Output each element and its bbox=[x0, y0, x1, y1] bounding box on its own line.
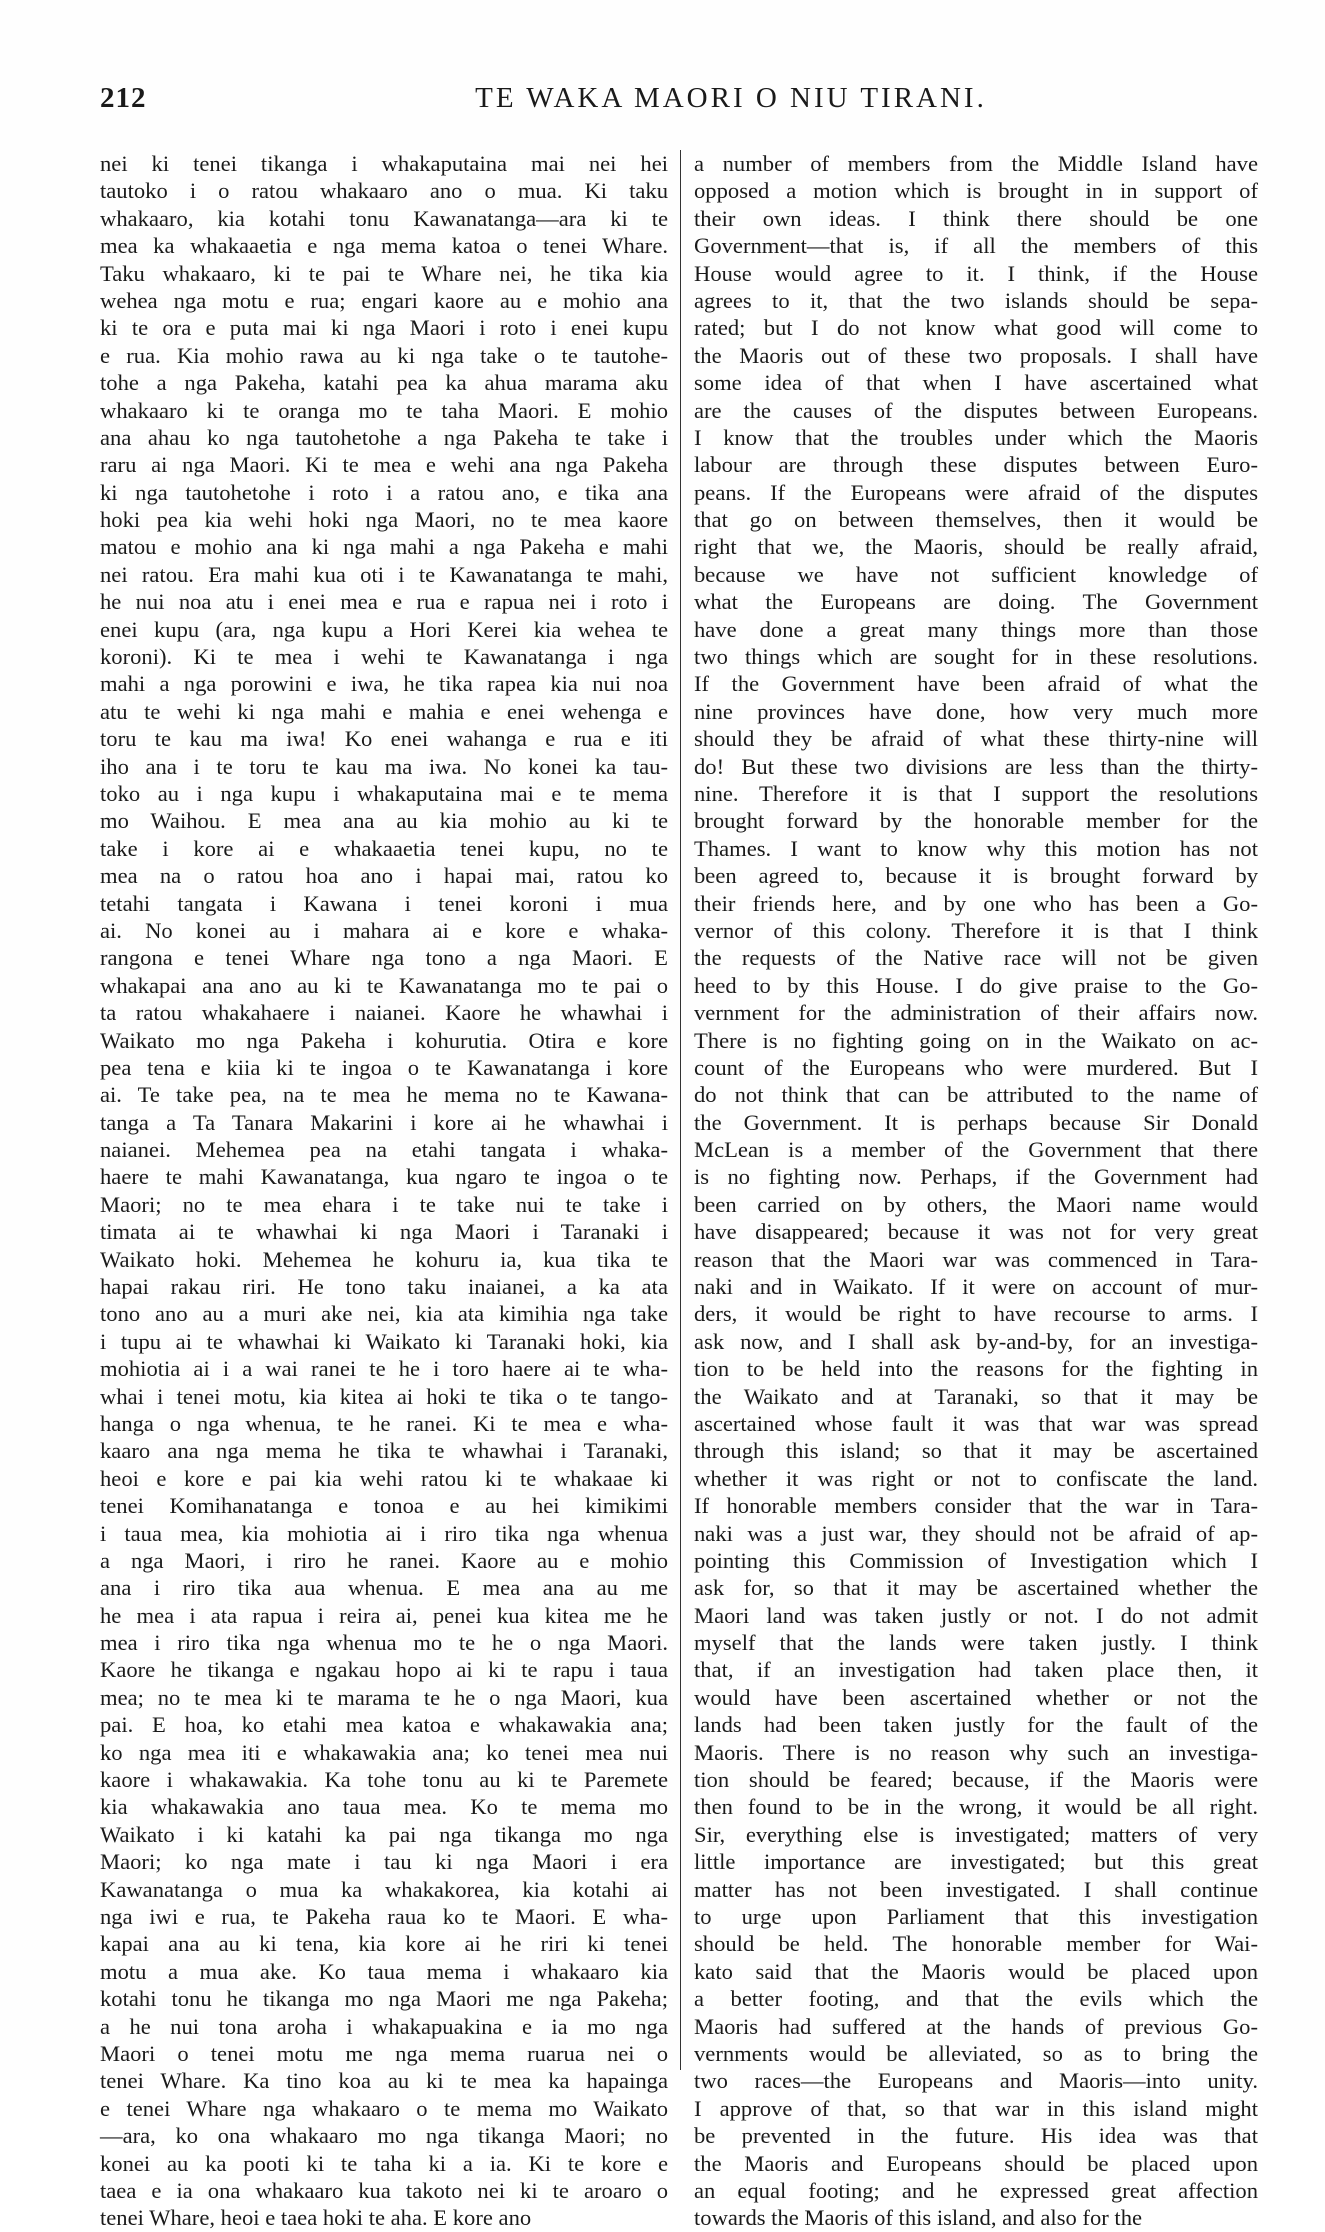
text-line: I know that the troubles under which the Maoris bbox=[694, 424, 1258, 450]
text-line: McLean is a member of the Government that there bbox=[694, 1137, 1258, 1163]
text-line: Sir, everything else is investigated; matters of very bbox=[694, 1821, 1258, 1847]
text-line: Maori land was taken justly or not. I do not admit bbox=[694, 1602, 1258, 1628]
text-line: the Maoris and Europeans should be placed upon bbox=[694, 2150, 1258, 2176]
text-line: motu a mua ake. Ko taua mema i whakaaro kia bbox=[100, 1958, 668, 1984]
text-line: e rua. Kia mohio rawa au ki nga take o te tautohe- bbox=[100, 342, 668, 368]
text-line: the Maoris out of these two proposals. I shall have bbox=[694, 342, 1258, 368]
text-line: whai i tenei motu, kia kitea ai hoki te tika o te tango- bbox=[100, 1383, 668, 1409]
text-line: take i kore ai e whakaaetia tenei kupu, no te bbox=[100, 835, 668, 861]
text-line: kato said that the Maoris would be placed upon bbox=[694, 1958, 1258, 1984]
text-line: that, if an investigation had taken place then, it bbox=[694, 1657, 1258, 1683]
text-line: Waikato hoki. Mehemea he kohuru ia, kua tika te bbox=[100, 1246, 668, 1272]
text-line: through this island; so that it may be ascertained bbox=[694, 1438, 1258, 1464]
text-line: little importance are investigated; but this great bbox=[694, 1849, 1258, 1875]
text-line: e tenei Whare nga whakaaro o te mema mo Waikato bbox=[100, 2095, 668, 2121]
page-number: 212 bbox=[100, 82, 147, 114]
text-line: tetahi tangata i Kawana i tenei koroni i mua bbox=[100, 890, 668, 916]
text-line: I approve of that, so that war in this island might bbox=[694, 2095, 1258, 2121]
text-line: vernor of this colony. Therefore it is that I think bbox=[694, 917, 1258, 943]
text-line: tautoko i o ratou whakaaro ano o mua. Ki taku bbox=[100, 178, 668, 204]
text-line: i tupu ai te whawhai ki Waikato ki Taranaki hoki, kia bbox=[100, 1328, 668, 1354]
text-line: pai. E hoa, ko etahi mea katoa e whakawakia ana; bbox=[100, 1712, 668, 1738]
text-line: their own ideas. I think there should be one bbox=[694, 205, 1258, 231]
text-line: do not think that can be attributed to the name of bbox=[694, 1082, 1258, 1108]
text-line: i taua mea, kia mohiotia ai i riro tika nga whenua bbox=[100, 1520, 668, 1546]
text-line: haere te mahi Kawanatanga, kua ngaro te ingoa o te bbox=[100, 1164, 668, 1190]
text-line: ai. No konei au i mahara ai e kore e whaka- bbox=[100, 917, 668, 943]
text-line: ana ahau ko nga tautohetohe a nga Pakeha te take i bbox=[100, 424, 668, 450]
text-line: whakaaro ki te oranga mo te taha Maori. E mohio bbox=[100, 397, 668, 423]
text-line: kotahi tonu he tikanga mo nga Maori me nga Pakeha; bbox=[100, 1986, 668, 2012]
running-title: TE WAKA MAORI O NIU TIRANI. bbox=[475, 82, 987, 114]
text-line: right that we, the Maoris, should be really afraid, bbox=[694, 534, 1258, 560]
text-line: to urge upon Parliament that this investigation bbox=[694, 1904, 1258, 1929]
text-line: tenei Whare. Ka tino koa au ki te mea ka hapainga bbox=[100, 2068, 668, 2094]
text-line: heed to by this House. I do give praise to the Go- bbox=[694, 972, 1258, 998]
text-line: ko nga mea iti e whakawakia ana; ko tenei mea nui bbox=[100, 1739, 668, 1765]
text-line: is no fighting now. Perhaps, if the Government had bbox=[694, 1164, 1258, 1190]
text-line: Thames. I want to know why this motion has not bbox=[694, 835, 1258, 861]
text-line: konei au ka pooti ki te taha ki a ia. Ki te kore e bbox=[100, 2150, 668, 2176]
text-line: hoki pea kia wehi hoki nga Maori, no te mea kaore bbox=[100, 507, 668, 533]
text-line: mea; no te mea ki te marama te he o nga Maori, kua bbox=[100, 1684, 668, 1710]
text-line: Maoris. There is no reason why such an investiga- bbox=[694, 1739, 1258, 1765]
text-line: mea na o ratou hoa ano i hapai mai, ratou ko bbox=[100, 863, 668, 889]
text-line: nine provinces have done, how very much more bbox=[694, 698, 1258, 724]
text-line: lands had been taken justly for the fault of the bbox=[694, 1712, 1258, 1738]
text-line: do! But these two divisions are less than the thirty- bbox=[694, 753, 1258, 779]
text-line: atu te wehi ki nga mahi e mahia e enei wehenga e bbox=[100, 698, 668, 724]
text-line: naianei. Mehemea pea na etahi tangata i whaka- bbox=[100, 1137, 668, 1163]
text-line: some idea of that when I have ascertained what bbox=[694, 370, 1258, 396]
text-line: a he nui tona aroha i whakapuakina e ia mo nga bbox=[100, 2013, 668, 2039]
text-line: tohe a nga Pakeha, katahi pea ka ahua marama aku bbox=[100, 370, 668, 396]
text-line: pea tena e kiia ki te ingoa o te Kawanatanga i kore bbox=[100, 1054, 668, 1080]
text-line: have disappeared; because it was not for very great bbox=[694, 1219, 1258, 1245]
text-line: nine. Therefore it is that I support the resolutions bbox=[694, 780, 1258, 806]
text-line: matter has not been investigated. I shall continue bbox=[694, 1876, 1258, 1902]
text-line: naki and in Waikato. If it were on account of mur- bbox=[694, 1274, 1258, 1300]
text-line: If honorable members consider that the war in Tara- bbox=[694, 1493, 1258, 1519]
text-line: whakapai ana ano au ki te Kawanatanga mo te pai o bbox=[100, 972, 668, 998]
maori-text-column bbox=[100, 150, 668, 2231]
text-line: a better footing, and that the evils which the bbox=[694, 1986, 1258, 2012]
text-line: Maori; no te mea ehara i te take nui te take i bbox=[100, 1191, 668, 1217]
text-line: mahi a nga porowini e iwa, he tika rapea kia nui noa bbox=[100, 671, 668, 697]
text-line: ask now, and I shall ask by-and-by, for an investiga- bbox=[694, 1328, 1258, 1354]
text-line: two races—the Europeans and Maoris—into unity. bbox=[694, 2068, 1258, 2094]
text-line: ask for, so that it may be ascertained whether the bbox=[694, 1575, 1258, 1601]
text-line: towards the Maoris of this island, and also for the bbox=[694, 2205, 1143, 2231]
text-line: Taku whakaaro, ki te pai te Whare nei, he tika kia bbox=[100, 260, 668, 286]
text-line: taea e ia ona whakaaro kua takoto nei ki te aroaro o bbox=[100, 2177, 668, 2203]
text-line: whether it was right or not to confiscate the land. bbox=[694, 1465, 1258, 1491]
text-line: ta ratou whakahaere i naianei. Kaore he whawhai i bbox=[100, 1000, 668, 1026]
text-line: mea i riro tika nga whenua mo te he o nga Maori. bbox=[100, 1630, 668, 1656]
text-line: heoi e kore e pai kia wehi ratou ki te whakaae ki bbox=[100, 1465, 668, 1491]
text-line: wehea nga motu e rua; engari kaore au e mohio ana bbox=[100, 287, 668, 313]
text-line: myself that the lands were taken justly. I think bbox=[694, 1630, 1258, 1656]
text-line: have done a great many things more than those bbox=[694, 616, 1258, 642]
column-divider bbox=[680, 150, 681, 2070]
text-line: Maoris had suffered at the hands of previous Go- bbox=[694, 2013, 1258, 2039]
text-line: Maori; ko nga mate i tau ki nga Maori i era bbox=[100, 1849, 668, 1875]
text-line: because we have not sufficient knowledge of bbox=[694, 561, 1258, 587]
text-line: ana i riro tika aua whenua. E mea ana au me bbox=[100, 1575, 668, 1601]
text-line: There is no fighting going on in the Waikato on ac- bbox=[694, 1027, 1258, 1053]
text-line: kaaro ana nga mema he tika te whawhai i Taranaki, bbox=[100, 1438, 668, 1464]
text-line: should they be afraid of what these thirty-nine will bbox=[694, 726, 1258, 752]
text-line: been agreed to, because it is brought forward by bbox=[694, 863, 1258, 889]
text-line: Waikato mo nga Pakeha i kohurutia. Otira e kore bbox=[100, 1027, 668, 1053]
text-line: nei ki tenei tikanga i whakaputaina mai nei hei bbox=[100, 151, 668, 176]
text-line: be prevented in the future. His idea was that bbox=[694, 2123, 1258, 2149]
text-line: enei kupu (ara, nga kupu a Hori Kerei kia wehea te bbox=[100, 616, 668, 642]
text-line: tion should be feared; because, if the Maoris were bbox=[694, 1767, 1258, 1793]
text-line: kapai ana au ki tena, kia kore ai he riri ki tenei bbox=[100, 1931, 668, 1957]
text-line: a nga Maori, i riro he ranei. Kaore au e mohio bbox=[100, 1547, 668, 1573]
text-line: timata ai te whawhai ki nga Maori i Taranaki i bbox=[100, 1219, 668, 1245]
text-line: kia whakawakia ano taua mea. Ko te mema mo bbox=[100, 1794, 668, 1820]
text-line: are the causes of the disputes between Europeans. bbox=[694, 397, 1258, 423]
text-line: ai. Te take pea, na te mea he mema no te Kawana- bbox=[100, 1082, 668, 1108]
text-line: whakaaro, kia kotahi tonu Kawanatanga—ara ki te bbox=[100, 205, 668, 231]
text-line: a number of members from the Middle Island have bbox=[694, 151, 1258, 176]
text-line: raru ai nga Maori. Ki te mea e wehi ana nga Pakeha bbox=[100, 452, 668, 478]
text-line: an equal footing; and he expressed great affection bbox=[694, 2177, 1258, 2203]
text-line: he nui noa atu i enei mea e rua e rapua nei i roto i bbox=[100, 589, 668, 615]
text-line: tenei Komihanatanga e tonoa e au hei kimikimi bbox=[100, 1493, 668, 1519]
text-line: been carried on by others, the Maori name would bbox=[694, 1191, 1258, 1217]
text-line: toko au i nga kupu i whakaputaina mai e te mema bbox=[100, 780, 668, 806]
text-line: koroni). Ki te mea i wehi te Kawanatanga i nga bbox=[100, 644, 668, 670]
english-text-column bbox=[694, 150, 1258, 2231]
text-line: —ara, ko ona whakaaro mo nga tikanga Maori; no bbox=[100, 2123, 668, 2149]
text-line: would have been ascertained whether or not the bbox=[694, 1684, 1258, 1710]
text-line: House would agree to it. I think, if the House bbox=[694, 260, 1258, 286]
text-line: vernment for the administration of their affairs now. bbox=[694, 1000, 1258, 1026]
text-line: mea ka whakaaetia e nga mema katoa o tenei Whare. bbox=[100, 233, 668, 259]
text-line: the requests of the Native race will not be given bbox=[694, 945, 1258, 971]
text-line: what the Europeans are doing. The Government bbox=[694, 589, 1258, 615]
text-line: vernments would be alleviated, so as to bring the bbox=[694, 2040, 1258, 2066]
text-line: tenei Whare, heoi e taea hoki te aha. E kore ano bbox=[100, 2205, 532, 2231]
text-line: labour are through these disputes between Euro- bbox=[694, 452, 1258, 478]
text-line: Kaore he tikanga e ngakau hopo ai ki te rapu i taua bbox=[100, 1657, 668, 1683]
text-line: the Government. It is perhaps because Sir Donald bbox=[694, 1109, 1258, 1135]
text-line: opposed a motion which is brought in in support of bbox=[694, 178, 1258, 204]
text-line: matou e mohio ana ki nga mahi a nga Pakeha e mahi bbox=[100, 534, 668, 560]
text-line: ders, it would be right to have recourse to arms. I bbox=[694, 1301, 1258, 1327]
text-line: tanga a Ta Tanara Makarini i kore ai he whawhai i bbox=[100, 1109, 668, 1135]
text-line: Kawanatanga o mua ka whakakorea, kia kotahi ai bbox=[100, 1876, 668, 1902]
text-line: kaore i whakawakia. Ka tohe tonu au ki te Paremete bbox=[100, 1767, 668, 1793]
text-line: peans. If the Europeans were afraid of the disputes bbox=[694, 479, 1258, 505]
text-line: reason that the Maori war was commenced in Tara- bbox=[694, 1246, 1258, 1272]
text-line: hanga o nga whenua, te he ranei. Ki te mea e wha- bbox=[100, 1410, 668, 1436]
text-line: he mea i ata rapua i reira ai, penei kua kitea me he bbox=[100, 1602, 668, 1628]
text-line: rated; but I do not know what good will come to bbox=[694, 315, 1258, 341]
text-line: their friends here, and by one who has been a Go- bbox=[694, 890, 1258, 916]
text-line: then found to be in the wrong, it would be all right. bbox=[694, 1794, 1258, 1820]
text-line: nei ratou. Era mahi kua oti i te Kawanatanga te mahi, bbox=[100, 561, 668, 587]
text-line: nga iwi e rua, te Pakeha raua ko te Maori. E wha- bbox=[100, 1904, 668, 1929]
text-line: rangona e tenei Whare nga tono a nga Maori. E bbox=[100, 945, 668, 971]
text-line: If the Government have been afraid of what the bbox=[694, 671, 1258, 697]
text-line: that go on between themselves, then it would be bbox=[694, 507, 1258, 533]
text-line: agrees to it, that the two islands should be sepa- bbox=[694, 287, 1258, 313]
text-line: the Waikato and at Taranaki, so that it may be bbox=[694, 1383, 1258, 1409]
text-line: pointing this Commission of Investigation which I bbox=[694, 1547, 1258, 1573]
text-line: tono ano au a muri ake nei, kia ata kimihia nga take bbox=[100, 1301, 668, 1327]
text-line: tion to be held into the reasons for the fighting in bbox=[694, 1356, 1258, 1382]
text-line: iho ana i te toru te kau ma iwa. No konei ka tau- bbox=[100, 753, 668, 779]
text-line: ki te ora e puta mai ki nga Maori i roto i enei kupu bbox=[100, 315, 668, 341]
text-line: Waikato i ki katahi ka pai nga tikanga mo nga bbox=[100, 1821, 668, 1847]
text-line: should be held. The honorable member for Wai- bbox=[694, 1931, 1258, 1957]
text-line: brought forward by the honorable member for the bbox=[694, 808, 1258, 834]
text-line: ki nga tautohetohe i roto i a ratou ano, e tika ana bbox=[100, 479, 668, 505]
page-header bbox=[100, 82, 1242, 122]
text-line: count of the Europeans who were murdered. But I bbox=[694, 1054, 1258, 1080]
text-line: naki was a just war, they should not be afraid of ap- bbox=[694, 1520, 1258, 1546]
text-line: mo Waihou. E mea ana au kia mohio au ki te bbox=[100, 808, 668, 834]
text-line: toru te kau ma iwa! Ko enei wahanga e rua e iti bbox=[100, 726, 668, 752]
text-line: ascertained whose fault it was that war was spread bbox=[694, 1410, 1258, 1436]
text-line: hapai rakau riri. He tono taku inaianei, a ka ata bbox=[100, 1274, 668, 1300]
text-line: two things which are sought for in these resolutions. bbox=[694, 644, 1258, 670]
text-line: Maori o tenei motu me nga mema ruarua nei o bbox=[100, 2040, 668, 2066]
text-line: mohiotia ai i a wai ranei te he i toro haere ai te wha- bbox=[100, 1356, 668, 1382]
text-line: Government—that is, if all the members of this bbox=[694, 233, 1258, 259]
